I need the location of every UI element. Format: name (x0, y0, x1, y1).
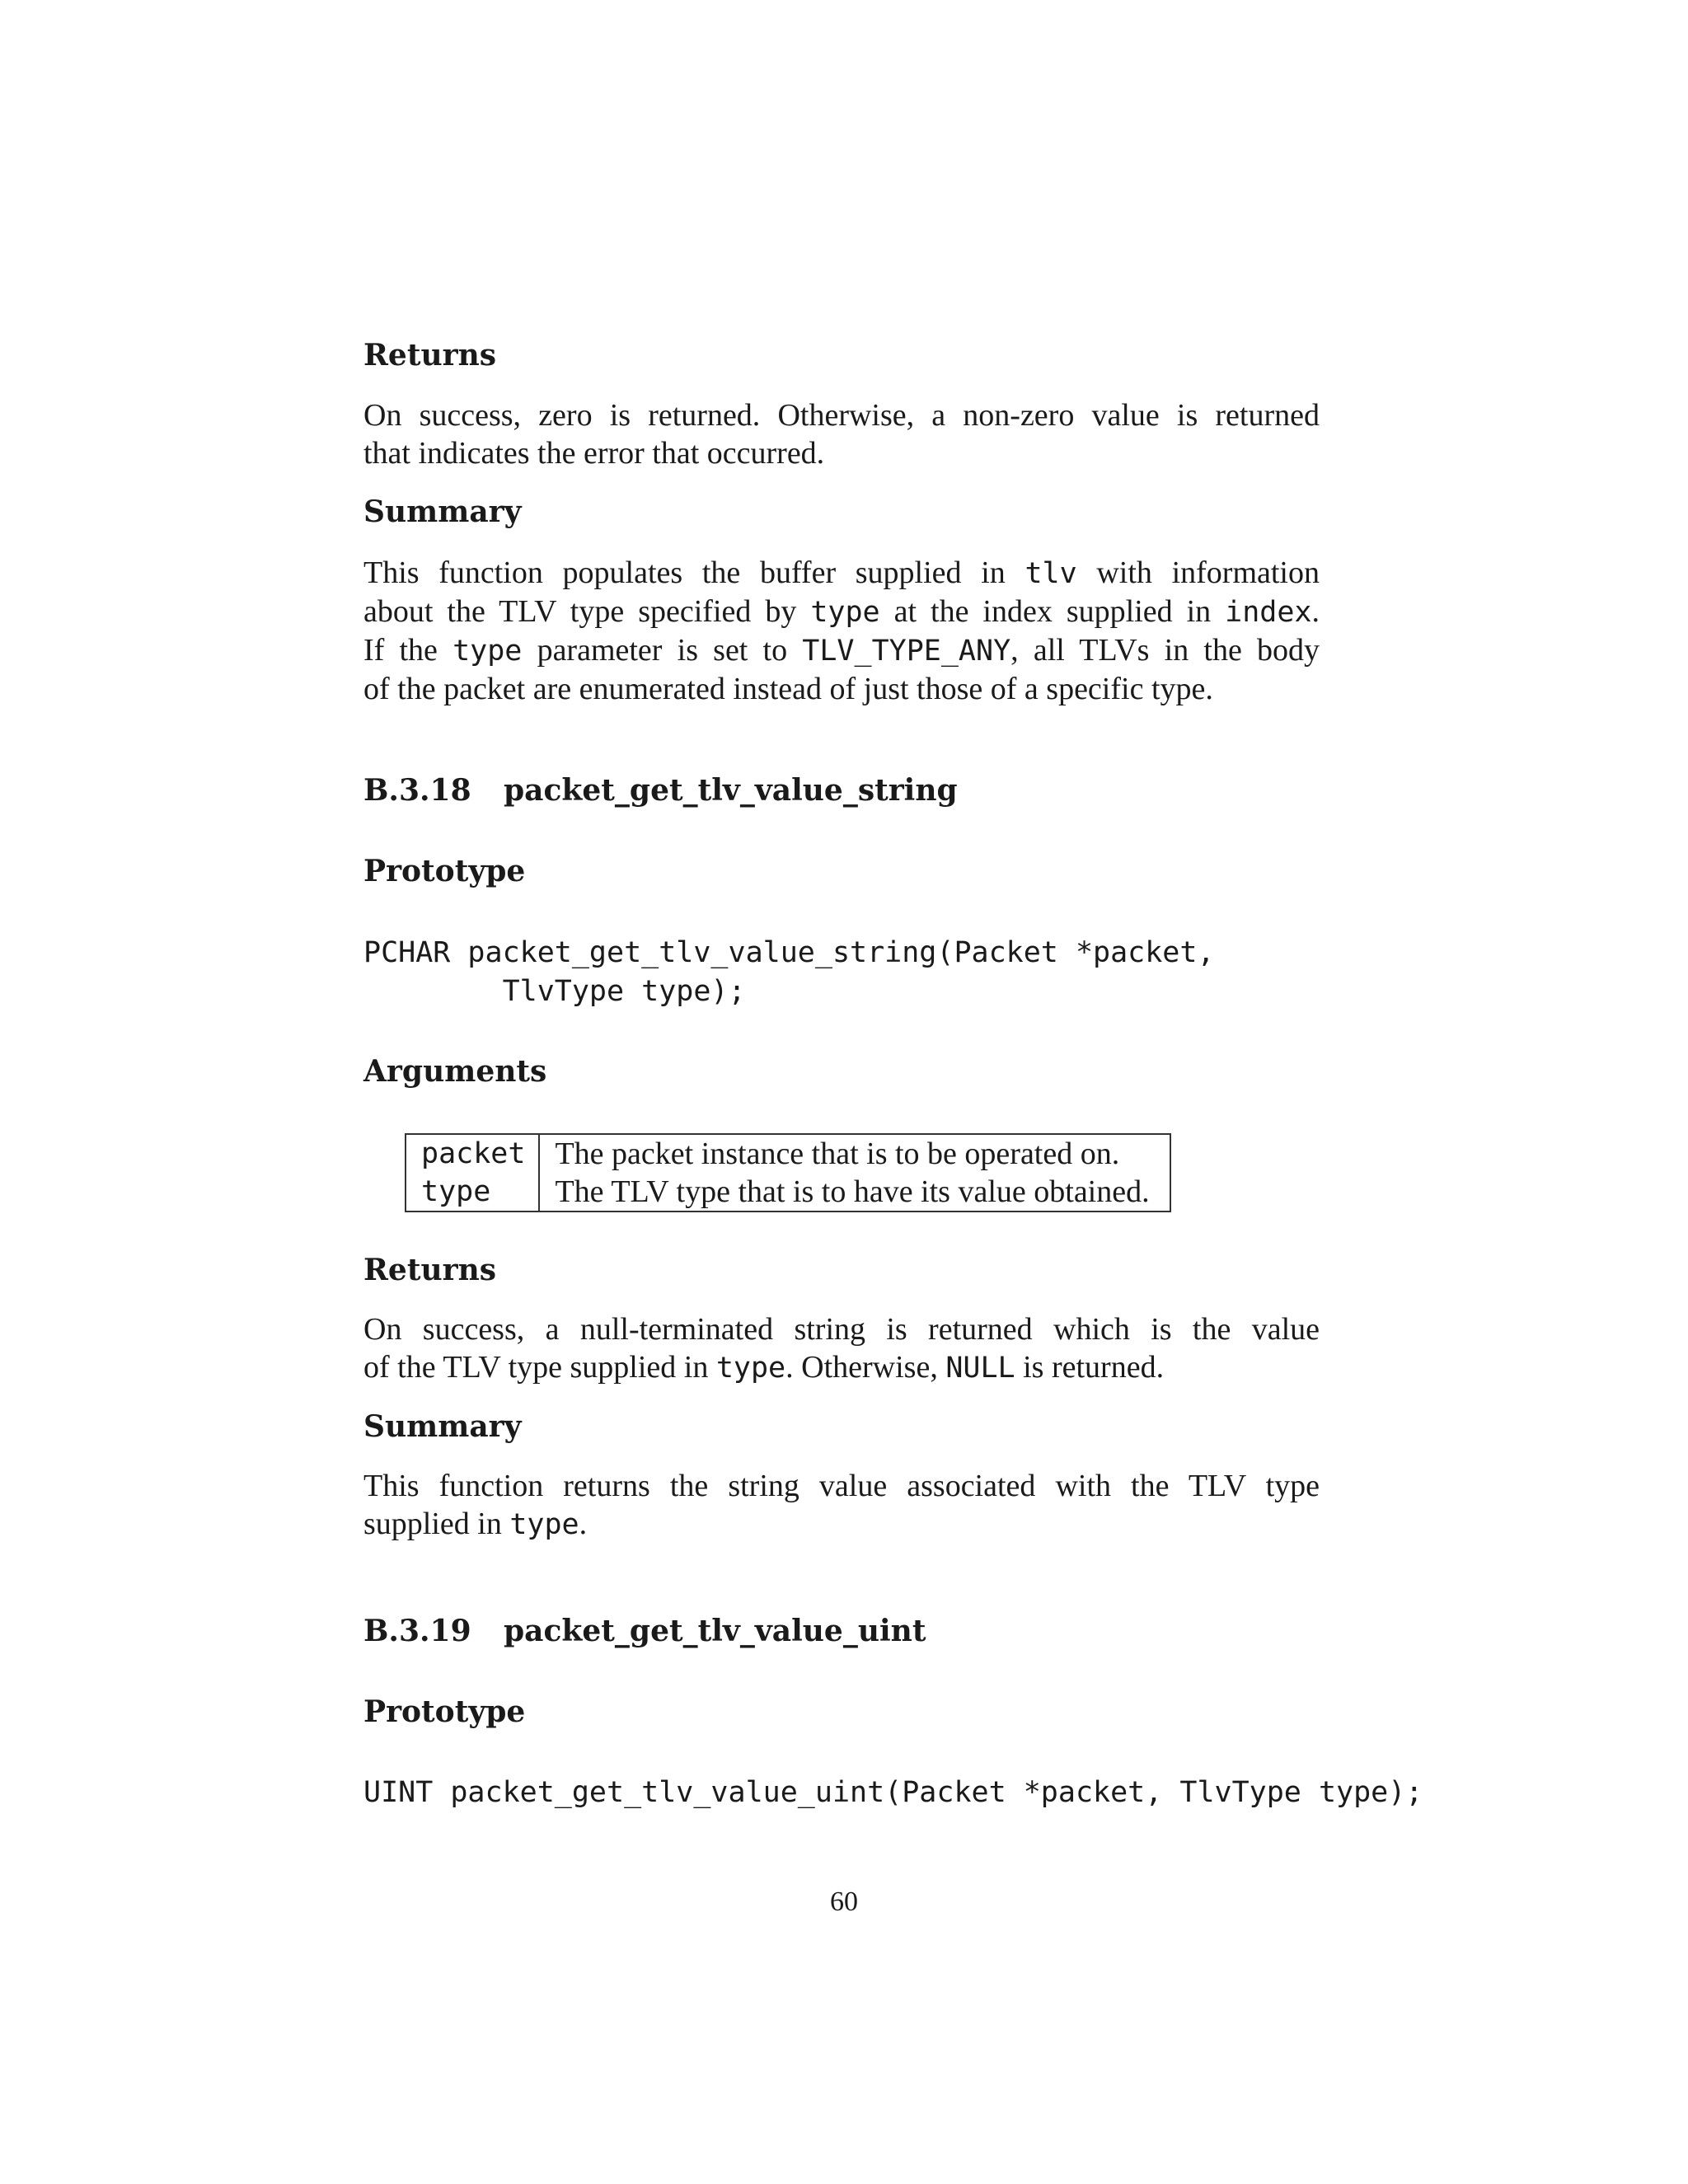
argument-row (406, 1134, 1170, 1173)
page-number: 60 (830, 1886, 858, 1917)
returns-paragraph (363, 396, 1320, 472)
summary-heading: Summary (363, 1409, 522, 1444)
code-null: NULL (945, 1352, 1015, 1385)
returns-line-1: On success, zero is returned. Otherwise, a non-zero value is returned (363, 398, 1320, 433)
section-number: B.3.19 (363, 1614, 471, 1648)
summary-heading: Summary (363, 494, 522, 529)
summary-line-1: This function populates the buffer supplied in tlv with information (363, 555, 1320, 590)
code-type: type (509, 1508, 579, 1541)
summary-paragraph (363, 1467, 1320, 1544)
argument-row (406, 1173, 1170, 1212)
section-number: B.3.18 (363, 773, 471, 808)
prototype-heading: Prototype (363, 854, 526, 888)
prototype-code: PCHAR packet_get_tlv_value_string(Packet *packet, TlvType type); (363, 936, 1215, 1008)
returns-line-2: of the TLV type supplied in type. Otherwise, NULL is returned. (363, 1350, 1165, 1385)
prototype-heading: Prototype (363, 1694, 526, 1729)
section-heading-b319 (363, 1612, 926, 1650)
argument-name: type (406, 1173, 539, 1212)
returns-paragraph (363, 1310, 1320, 1387)
section-title: packet_get_tlv_value_uint (504, 1614, 926, 1648)
prototype-code: UINT packet_get_tlv_value_uint(Packet *packet, TlvType type); (363, 1776, 1423, 1809)
argument-description: The packet instance that is to be operated on. (555, 1137, 1120, 1171)
returns-heading: Returns (363, 338, 497, 373)
argument-description: The TLV type that is to have its value obtained. (555, 1174, 1150, 1209)
returns-heading: Returns (363, 1253, 497, 1287)
code-type: type (715, 1352, 786, 1385)
arguments-heading: Arguments (363, 1054, 547, 1089)
section-title: packet_get_tlv_value_string (504, 773, 958, 808)
summary-line-3: If the type parameter is set to TLV_TYPE_ANY, all TLVs in the body (363, 633, 1320, 668)
code-tlv: tlv (1025, 557, 1077, 590)
code-tlv-type-any: TLV_TYPE_ANY (802, 635, 1011, 668)
returns-line-2: that indicates the error that occurred. (363, 436, 825, 471)
section-heading-b318 (363, 771, 958, 809)
arguments-table (405, 1133, 1171, 1212)
code-type: type (810, 596, 880, 629)
summary-line-2: about the TLV type specified by type at the index supplied in index. (363, 594, 1320, 629)
code-index: index (1225, 596, 1312, 629)
summary-paragraph (363, 554, 1320, 708)
summary-line-4: of the packet are enumerated instead of just those of a specific type. (363, 672, 1213, 706)
summary-line-1: This function returns the string value associated with the TLV type (363, 1469, 1320, 1503)
argument-name: packet (406, 1134, 539, 1173)
code-type: type (452, 635, 523, 668)
returns-line-1: On success, a null-terminated string is returned which is the value (363, 1312, 1320, 1347)
summary-line-2: supplied in type. (363, 1507, 588, 1541)
